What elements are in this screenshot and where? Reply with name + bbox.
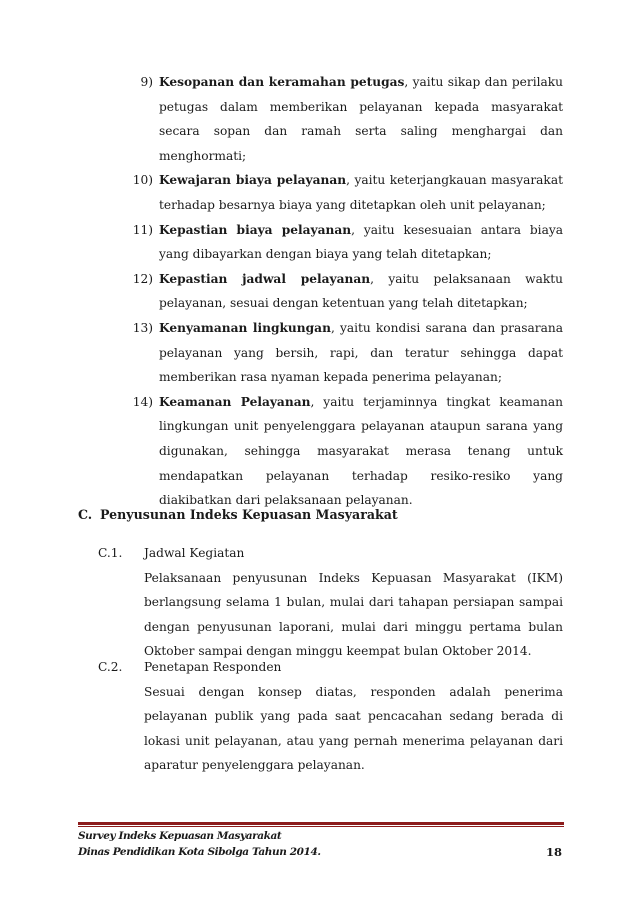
item-text xyxy=(159,267,563,316)
item-number: 9) xyxy=(140,75,153,89)
item-text xyxy=(159,218,563,267)
item-desc: , yaitu kesesuaian antara biaya yang dibayarkan dengan biaya yang telah ditetapkan; xyxy=(159,222,563,262)
subsection-heading xyxy=(98,541,563,566)
footer-rule-thin xyxy=(78,826,564,827)
item-number: 14) xyxy=(132,394,153,409)
page-number: 18 xyxy=(545,845,562,859)
item-desc: , yaitu kondisi sarana dan prasarana pelayanan yang bersih, rapi, dan teratur sehingga dapat memberikan rasa nyaman kepada penerima pelayanan; xyxy=(159,320,563,385)
item-term: Kepastian jadwal pelayanan xyxy=(159,271,371,286)
item-term: Keamanan Pelayanan xyxy=(159,394,311,409)
item-term: Kewajaran biaya pelayanan xyxy=(159,173,347,188)
item-text xyxy=(159,390,563,513)
section-heading xyxy=(78,505,398,525)
subsection-c1 xyxy=(98,541,563,664)
footer-title: Survey Indeks Kepuasan Masyarakat xyxy=(78,830,282,842)
item-term: Kenyamanan lingkungan xyxy=(159,320,331,335)
list-item xyxy=(118,70,563,168)
list-item xyxy=(118,218,563,267)
item-term: Kesopanan dan keramahan petugas xyxy=(159,75,405,89)
subsection-paragraph: Sesuai dengan konsep diatas, responden adalah penerima pelayanan publik yang pada saat pencacahan sedang berada di lokasi unit pelayanan, atau yang pernah menerima pelayanan dari aparatur penyelenggara pelayanan. xyxy=(144,684,563,773)
criteria-list xyxy=(118,70,563,513)
list-item xyxy=(118,316,563,390)
subsection-title: Jadwal Kegiatan xyxy=(144,546,245,560)
item-text xyxy=(159,316,563,390)
subsection-number: C.2. xyxy=(98,660,123,674)
item-desc: , yaitu sikap dan perilaku petugas dalam memberikan pelayanan kepada masyarakat secara sopan dan ramah serta saling menghargai dan menghormati; xyxy=(159,75,564,163)
item-number: 10) xyxy=(132,173,153,188)
list-item xyxy=(118,168,563,217)
item-number: 11) xyxy=(132,222,153,237)
item-text xyxy=(159,70,563,168)
subsection-c2 xyxy=(98,655,563,778)
subsection-title: Penetapan Responden xyxy=(144,660,282,674)
item-desc: , yaitu terjaminnya tingkat keamanan lingkungan unit penyelenggara pelayanan ataupun sarana yang digunakan, sehingga masyarakat merasa tenang untuk mendapatkan pelayanan terhadap resiko-resiko yang diakibatkan dari pelaksanaan pelayanan. xyxy=(159,394,563,508)
item-term: Kepastian biaya pelayanan xyxy=(159,222,352,237)
section-title: Penyusunan Indeks Kepuasan Masyarakat xyxy=(100,507,398,522)
item-desc: , yaitu keterjangkauan masyarakat terhadap besarnya biaya yang ditetapkan oleh unit pelayanan; xyxy=(159,173,563,212)
footer-rule xyxy=(78,822,564,825)
item-text xyxy=(159,168,563,217)
item-number: 13) xyxy=(132,320,153,335)
section-letter: C. xyxy=(78,507,93,522)
item-number: 12) xyxy=(132,271,153,286)
list-item xyxy=(118,390,563,513)
subsection-paragraph: Pelaksanaan penyusunan Indeks Kepuasan Masyarakat (IKM) berlangsung selama 1 bulan, mulai dari tahapan persiapan sampai dengan penyusunan laporani, mulai dari minggu pertama bulan Oktober sampai dengan minggu keempat bulan Oktober 2014. xyxy=(144,570,563,659)
item-desc: , yaitu pelaksanaan waktu pelayanan, sesuai dengan ketentuan yang telah ditetapkan; xyxy=(159,271,564,311)
subsection-heading xyxy=(98,655,563,680)
subsection-number: C.1. xyxy=(98,546,123,560)
list-item xyxy=(118,267,563,316)
footer-subtitle: Dinas Pendidikan Kota Sibolga Tahun 2014. xyxy=(78,846,321,858)
